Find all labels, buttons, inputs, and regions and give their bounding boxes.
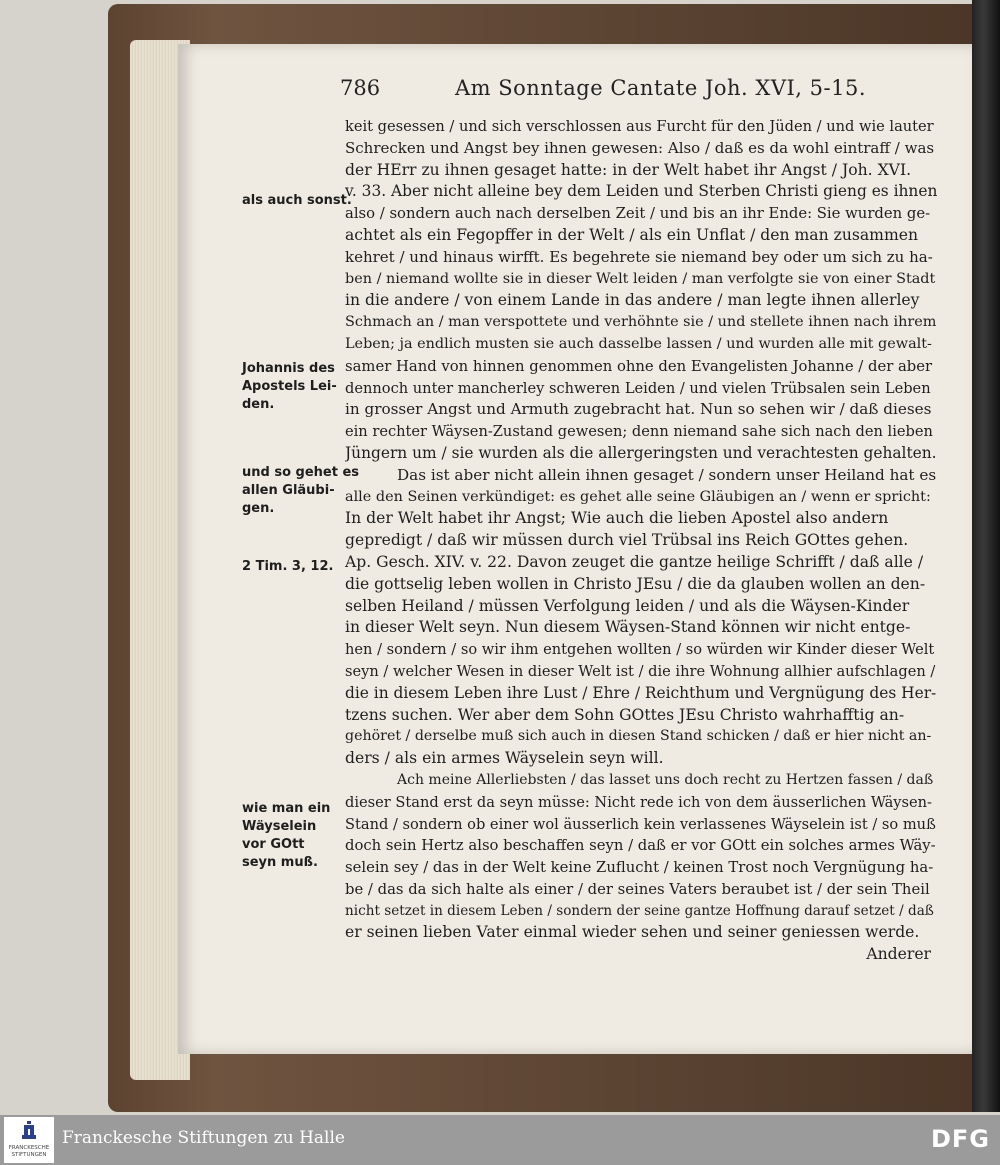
orphanage-emblem-icon	[21, 1121, 37, 1141]
text-line: Stand / sondern ob einer wol äusserlich kein verlassenes Wäyselein ist / so muß	[345, 815, 936, 833]
footer-bar	[0, 1115, 1000, 1165]
text-line: der HErr zu ihnen gesaget hatte: in der Welt habet ihr Angst / Joh. XVI.	[345, 160, 912, 179]
margin-note	[242, 800, 342, 872]
text-line: keit gesessen / und sich verschlossen aus Furcht für den Jüden / und wie lauter	[345, 118, 934, 135]
text-line: die gottselig leben wollen in Christo JEsu / die da glauben wollen an den-	[345, 574, 926, 593]
margin-note	[242, 192, 352, 210]
text-line: selein sey / das in der Welt keine Zuflucht / keinen Trost noch Vergnügung ha-	[345, 859, 934, 877]
dfg-logo[interactable]: DFG	[930, 1125, 990, 1153]
text-line: samer Hand von hinnen genommen ohne den Evangelisten Johanne / der aber	[345, 357, 933, 375]
margin-note-line: als auch sonst.	[242, 193, 352, 208]
margin-note-line: Apostels Lei-	[242, 379, 337, 394]
text-line: also / sondern auch nach derselben Zeit / und bis an ihr Ende: Sie wurden ge-	[345, 205, 931, 223]
margin-note-line: gen.	[242, 501, 275, 516]
text-line: gehöret / derselbe muß sich auch in diesen Stand schicken / daß er hier nicht an-	[345, 728, 932, 745]
text-line: In der Welt habet ihr Angst; Wie auch die lieben Apostel also andern	[345, 509, 889, 528]
text-line: seyn / welcher Wesen in dieser Welt ist / die ihre Wohnung allhier aufschlagen /	[345, 662, 936, 680]
margin-note-line: und so gehet es	[242, 465, 360, 480]
text-line: in grosser Angst und Armuth zugebracht hat. Nun so sehen wir / daß dieses	[345, 400, 932, 419]
text-line: er seinen lieben Vater einmal wieder sehen und seiner geniessen werde.	[345, 923, 920, 942]
text-line: in die andere / von einem Lande in das andere / man legte ihnen allerley	[345, 291, 920, 310]
text-line: Ap. Gesch. XIV. v. 22. Davon zeuget die gantze heilige Schrifft / daß alle /	[345, 552, 924, 571]
text-line: die in diesem Leben ihre Lust / Ehre / Reichthum und Vergnügung des Her-	[345, 683, 937, 702]
scan-dark-edge	[972, 0, 1000, 1112]
logo-text: FRANCKESCHE STIFTUNGEN	[8, 1145, 50, 1158]
margin-note	[242, 558, 342, 576]
text-line: Schmach an / man verspottete und verhöhnte sie / und stellete ihnen nach ihrem	[345, 314, 937, 331]
text-line: Schrecken und Angst bey ihnen gewesen: Also / daß es da wohl eintraff / was	[345, 138, 935, 157]
margin-note-line: vor GOtt	[242, 837, 305, 852]
page-header	[340, 76, 940, 106]
text-line: selben Heiland / müssen Verfolgung leiden / und als die Wäysen-Kinder	[345, 596, 910, 615]
margin-note	[242, 360, 342, 414]
text-line: Das ist aber nicht allein ihnen gesaget / sondern unser Heiland hat es	[397, 465, 937, 484]
text-line: Jüngern um / sie wurden als die allergeringsten und verachtesten gehalten.	[345, 443, 937, 462]
text-line: be / das da sich halte als einer / der seines Vaters beraubet ist / der sein Theil	[345, 880, 930, 898]
text-line: kehret / und hinaus wirfft. Es begehrete sie niemand bey oder um sich zu ha-	[345, 247, 933, 266]
page-number: 786	[340, 76, 381, 100]
text-line: tzens suchen. Wer aber dem Sohn GOttes JEsu Christo wahrhafftig an-	[345, 705, 905, 724]
running-title: Am Sonntage Cantate Joh. XVI, 5-15.	[455, 76, 867, 100]
text-line: ein rechter Wäysen-Zustand gewesen; denn niemand sahe sich nach den lieben	[345, 423, 933, 441]
margin-note-line: Johannis des	[242, 361, 335, 376]
margin-note-line: wie man ein	[242, 801, 331, 816]
margin-note-line: Wäyselein	[242, 819, 317, 834]
institution-logo[interactable]	[4, 1117, 54, 1163]
margin-note-line: allen Gläubi-	[242, 483, 335, 498]
text-line: Ach meine Allerliebsten / das lasset uns doch recht zu Hertzen fassen / daß	[397, 771, 934, 788]
text-line: nicht setzet in diesem Leben / sondern der seine gantze Hoffnung darauf setzet / daß	[345, 902, 934, 919]
margin-note	[242, 464, 360, 518]
text-line: Leben; ja endlich musten sie auch dasselbe lassen / und wurden alle mit gewalt-	[345, 335, 932, 352]
text-line: hen / sondern / so wir ihm entgehen wollten / so würden wir Kinder dieser Welt	[345, 641, 935, 659]
text-line: in dieser Welt seyn. Nun diesem Wäysen-Stand können wir nicht entge-	[345, 618, 911, 637]
margin-note-line: seyn muß.	[242, 855, 318, 870]
text-line: gepredigt / daß wir müssen durch viel Trübsal ins Reich GOttes gehen.	[345, 531, 909, 550]
margin-note-line: 2 Tim. 3, 12.	[242, 559, 334, 574]
text-line: achtet als ein Fegopffer in der Welt / als ein Unflat / den man zusammen	[345, 225, 919, 244]
text-line: ben / niemand wollte sie in dieser Welt leiden / man verfolgte sie von einer Stadt	[345, 270, 936, 287]
body-text	[345, 116, 937, 966]
margin-note-line: den.	[242, 397, 275, 412]
text-line: ders / als ein armes Wäyselein seyn will.	[345, 749, 664, 768]
text-line: v. 33. Aber nicht alleine bey dem Leiden und Sterben Christi gieng es ihnen	[345, 182, 937, 201]
catchword: Anderer	[866, 945, 931, 964]
institution-name[interactable]: Franckesche Stiftungen zu Halle	[62, 1128, 345, 1148]
text-line: alle den Seinen verkündiget: es gehet alle seine Gläubigen an / wenn er spricht:	[345, 488, 931, 505]
text-line: doch sein Hertz also beschaffen seyn / daß er vor GOtt ein solches armes Wäy-	[345, 837, 936, 855]
text-line: dennoch unter mancherley schweren Leiden / und vielen Trübsalen sein Leben	[345, 379, 931, 397]
text-line: dieser Stand erst da seyn müsse: Nicht rede ich von dem äusserlichen Wäysen-	[345, 793, 932, 811]
